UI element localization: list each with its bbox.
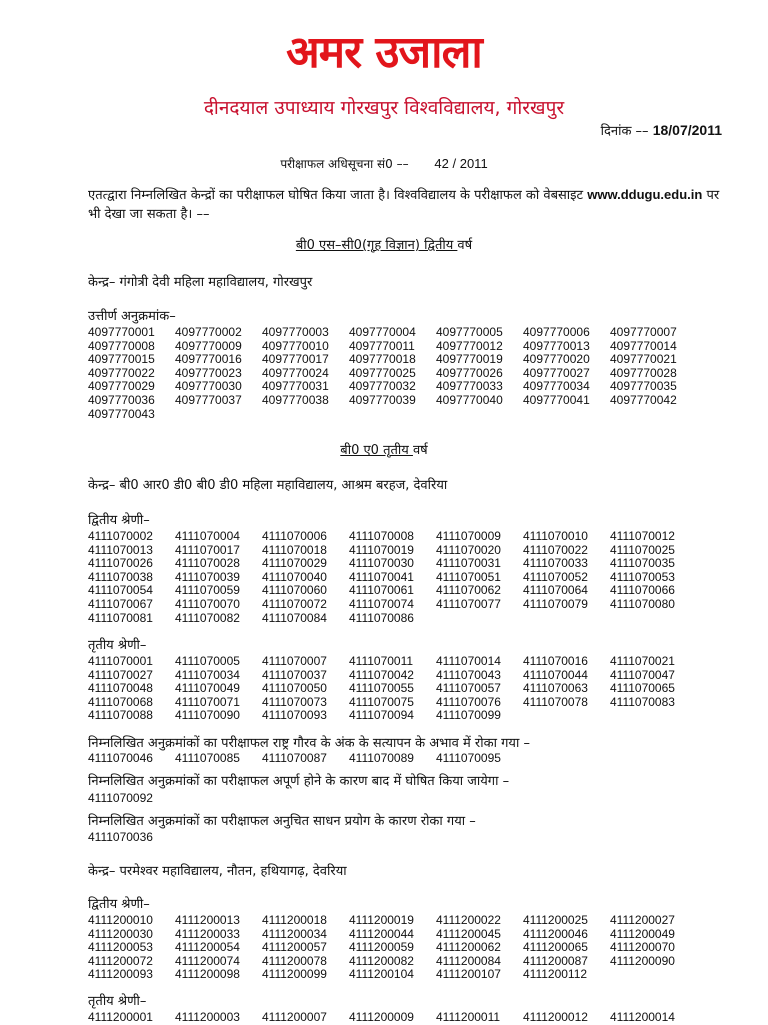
roll-number: 4111070074 <box>349 596 414 611</box>
roll-number: 4111200014 <box>610 1010 675 1024</box>
incomplete-note: निम्नलिखित अनुक्रमांकों का परीक्षाफल अपूर्ण होने के कारण बाद में घोषित किया जायेगा – <box>88 774 510 789</box>
roll-grid <box>88 326 728 421</box>
roll-number: 4111070094 <box>349 708 414 723</box>
roll-number: 4111200011 <box>436 1010 501 1024</box>
roll-number: 4111200062 <box>436 940 501 955</box>
roll-number: 4111070008 <box>349 529 414 543</box>
intro-paragraph <box>88 185 728 224</box>
roll-number: 4111200044 <box>349 926 414 941</box>
roll-number: 4111070021 <box>610 654 675 668</box>
roll-number: 4111070010 <box>523 529 588 543</box>
roll-number: 4097770026 <box>436 365 503 380</box>
roll-number: 4097770040 <box>436 392 503 407</box>
roll-number: 4111200057 <box>262 940 327 955</box>
course-year: वर्ष <box>457 238 473 253</box>
roll-number: 4097770041 <box>523 392 590 407</box>
roll-number: 4097770023 <box>175 365 242 380</box>
roll-number: 4097770009 <box>175 338 242 353</box>
roll-number: 4111070037 <box>262 667 327 682</box>
roll-number: 4111070022 <box>523 542 588 557</box>
website-link[interactable]: www.ddugu.edu.in <box>587 187 703 202</box>
roll-number: 4111200007 <box>262 1010 327 1024</box>
roll-number: 4111070083 <box>610 694 675 709</box>
date-value: 18/07/2011 <box>652 122 722 138</box>
roll-number: 4111070067 <box>88 596 153 611</box>
roll-number: 4111200104 <box>349 967 414 982</box>
roll-number: 4097770022 <box>88 365 155 380</box>
roll-number: 4111200045 <box>436 926 501 941</box>
roll-number: 4111070025 <box>610 542 675 557</box>
roll-number: 4111070019 <box>349 542 414 557</box>
roll-number: 4097770021 <box>610 352 677 367</box>
roll-number: 4111070059 <box>175 583 240 598</box>
roll-number: 4111200074 <box>175 953 240 968</box>
course-year: वर्ष <box>412 443 428 458</box>
roll-number: 4111070072 <box>262 596 327 611</box>
roll-number: 4111070038 <box>88 569 153 584</box>
roll-grid <box>88 655 728 723</box>
roll-number: 4111070047 <box>610 667 675 682</box>
course-heading <box>0 237 768 255</box>
roll-number: 4111070011 <box>349 654 414 668</box>
roll-number: 4097770003 <box>262 325 329 339</box>
withheld-note: निम्नलिखित अनुक्रमांकों का परीक्षाफल राष्ट्र गौरव के अंक के सत्यापन के अभाव में रोका गया – <box>88 736 530 751</box>
roll-number: 4111070066 <box>610 583 675 598</box>
roll-number: 4111070017 <box>175 542 240 557</box>
roll-number: 4097770012 <box>436 338 503 353</box>
course-heading <box>0 442 768 460</box>
roll-number: 4111200053 <box>88 940 153 955</box>
roll-number: 4097770039 <box>349 392 416 407</box>
roll-number: 4111200034 <box>262 926 327 941</box>
third-division-label: तृतीय श्रेणी– <box>88 994 147 1009</box>
roll-number: 4111200013 <box>175 913 240 927</box>
roll-number: 4111070027 <box>88 667 153 682</box>
roll-number: 4097770030 <box>175 379 242 394</box>
intro-text: एतत्द्वारा निम्नलिखित केन्द्रों का परीक्षाफल घोषित किया जाता है। विश्वविद्यालय के परीक्षाफल को वेबसाइट <box>88 188 588 203</box>
roll-number: 4111070077 <box>436 596 501 611</box>
roll-number: 4097770036 <box>88 392 155 407</box>
roll-number: 4111070012 <box>610 529 675 543</box>
roll-number: 4111070009 <box>436 529 501 543</box>
roll-number: 4111070026 <box>88 556 153 571</box>
roll-number: 4111070033 <box>523 556 588 571</box>
roll-number: 4111070080 <box>610 596 675 611</box>
roll-number: 4111070089 <box>349 751 414 765</box>
roll-number: 4097770042 <box>610 392 677 407</box>
roll-number: 4097770011 <box>349 338 415 353</box>
roll-number: 4111200001 <box>88 1010 153 1024</box>
roll-number: 4111200049 <box>610 926 675 941</box>
roll-number: 4111200072 <box>88 953 153 968</box>
newspaper-logo: अमर उजाला <box>286 27 482 78</box>
roll-number: 4097770008 <box>88 338 155 353</box>
date-label: दिनांक –– <box>600 124 649 139</box>
roll-number: 4111070061 <box>349 583 414 598</box>
roll-number: 4111070093 <box>262 708 327 723</box>
roll-number: 4111070088 <box>88 708 153 723</box>
roll-number: 4097770005 <box>436 325 503 339</box>
roll-number: 4111200098 <box>175 967 240 982</box>
roll-number: 4111070020 <box>436 542 501 557</box>
roll-number: 4111200082 <box>349 953 414 968</box>
roll-number: 4097770027 <box>523 365 590 380</box>
roll-number: 4111070052 <box>523 569 588 584</box>
roll-number: 4111070090 <box>175 708 240 723</box>
roll-number: 4111070044 <box>523 667 588 682</box>
roll-number: 4097770034 <box>523 379 590 394</box>
roll-number: 4111070007 <box>262 654 327 668</box>
roll-number: 4111070071 <box>175 694 240 709</box>
roll-number: 4097770014 <box>610 338 677 353</box>
roll-number: 4097770019 <box>436 352 503 367</box>
roll-grid <box>88 530 728 625</box>
roll-number: 4097770043 <box>88 406 155 421</box>
second-division-label: द्वितीय श्रेणी– <box>88 897 150 912</box>
roll-number: 4111200033 <box>175 926 240 941</box>
roll-number: 4097770001 <box>88 325 155 339</box>
roll-number: 4111070013 <box>88 542 153 557</box>
roll-number: 4111070084 <box>262 610 327 625</box>
roll-grid <box>88 1011 728 1025</box>
roll-number: 4111070082 <box>175 610 240 625</box>
roll-number: 4097770024 <box>262 365 329 380</box>
roll-number: 4111070064 <box>523 583 588 598</box>
roll-number: 4097770029 <box>88 379 155 394</box>
roll-number: 4111070042 <box>349 667 414 682</box>
roll-number: 4097770032 <box>349 379 416 394</box>
exam-center: केन्द्र– बी0 आर0 डी0 बी0 डी0 महिला महाविद्यालय, आश्रम बरहज, देवरिया <box>88 478 448 493</box>
roll-number: 4111070062 <box>436 583 501 598</box>
notification-number <box>0 155 768 173</box>
roll-number: 4111200112 <box>523 967 588 982</box>
roll-number: 4111200003 <box>175 1010 240 1024</box>
roll-number: 4111070054 <box>88 583 153 598</box>
passed-label: उत्तीर्ण अनुक्रमांक– <box>88 309 176 324</box>
roll-number: 4111070018 <box>262 542 327 557</box>
roll-number: 4111070029 <box>262 556 327 571</box>
roll-number: 4111070016 <box>523 654 588 668</box>
roll-number: 4111070087 <box>262 751 327 765</box>
roll-number: 4097770038 <box>262 392 329 407</box>
roll-number: 4111200107 <box>436 967 501 982</box>
roll-number: 4111070060 <box>262 583 327 598</box>
exam-center: केन्द्र– परमेश्वर महाविद्यालय, नौतन, हथियागढ़, देवरिया <box>88 864 347 879</box>
roll-number: 4111070049 <box>175 681 240 696</box>
roll-number: 4097770006 <box>523 325 590 339</box>
roll-number: 4111200009 <box>349 1010 414 1024</box>
roll-grid <box>88 831 728 845</box>
roll-number: 4111070076 <box>436 694 501 709</box>
roll-number: 4111070070 <box>175 596 240 611</box>
roll-number: 4111070068 <box>88 694 153 709</box>
roll-number: 4111070035 <box>610 556 675 571</box>
roll-number: 4111200018 <box>262 913 327 927</box>
roll-number: 4097770028 <box>610 365 677 380</box>
roll-number: 4111200090 <box>610 953 675 968</box>
notification-label: परीक्षाफल अधिसूचना सं0 –– <box>280 157 409 171</box>
roll-number: 4111200054 <box>175 940 240 955</box>
roll-number: 4111200046 <box>523 926 588 941</box>
roll-number: 4097770002 <box>175 325 242 339</box>
roll-number: 4111070081 <box>88 610 153 625</box>
roll-number: 4111070014 <box>436 654 501 668</box>
roll-number: 4111070073 <box>262 694 327 709</box>
roll-number: 4111070002 <box>88 529 153 543</box>
roll-number: 4111200065 <box>523 940 588 955</box>
roll-number: 4097770007 <box>610 325 677 339</box>
university-title: दीनदयाल उपाध्याय गोरखपुर विश्वविद्यालय, गोरखपुर <box>203 97 565 119</box>
roll-number: 4111200059 <box>349 940 414 955</box>
roll-number: 4111070046 <box>88 751 153 765</box>
roll-number: 4097770031 <box>262 379 329 394</box>
roll-number: 4111070039 <box>175 569 240 584</box>
roll-number: 4111070065 <box>610 681 675 696</box>
unfair-means-note: निम्नलिखित अनुक्रमांकों का परीक्षाफल अनुचित साधन प्रयोग के कारण रोका गया – <box>88 814 476 829</box>
roll-number: 4111200093 <box>88 967 153 982</box>
roll-number: 4111070028 <box>175 556 240 571</box>
roll-number: 4097770033 <box>436 379 503 394</box>
roll-number: 4111070036 <box>88 830 153 844</box>
intro-text-end: पर भी देखा जा सकता है। –– <box>88 188 720 222</box>
roll-number: 4111070053 <box>610 569 675 584</box>
roll-number: 4111200022 <box>436 913 501 927</box>
exam-center: केन्द्र– गंगोत्री देवी महिला महाविद्यालय, गोरखपुर <box>88 275 313 290</box>
roll-number: 4097770004 <box>349 325 416 339</box>
roll-number: 4097770015 <box>88 352 155 367</box>
roll-number: 4111070006 <box>262 529 327 543</box>
course-title: बी0 एस–सी0(गृह विज्ञान) द्वितीय <box>295 238 458 253</box>
roll-number: 4111070099 <box>436 708 501 723</box>
roll-number: 4111070043 <box>436 667 501 682</box>
roll-number: 4111070079 <box>523 596 588 611</box>
roll-number: 4111070001 <box>88 654 153 668</box>
roll-number: 4111070004 <box>175 529 240 543</box>
roll-number: 4111200012 <box>523 1010 588 1024</box>
roll-number: 4111070030 <box>349 556 414 571</box>
roll-number: 4111200087 <box>523 953 588 968</box>
roll-number: 4111070075 <box>349 694 414 709</box>
roll-number: 4111200027 <box>610 913 675 927</box>
roll-number: 4111070095 <box>436 751 501 765</box>
roll-grid <box>88 752 728 766</box>
roll-number: 4111070005 <box>175 654 240 668</box>
roll-number: 4111200099 <box>262 967 327 982</box>
roll-number: 4111070051 <box>436 569 501 584</box>
roll-number: 4111070057 <box>436 681 501 696</box>
roll-number: 4111070034 <box>175 667 240 682</box>
roll-number: 4111070031 <box>436 556 501 571</box>
roll-number: 4111070086 <box>349 610 414 625</box>
roll-number: 4097770016 <box>175 352 242 367</box>
notification-value: 42 / 2011 <box>434 156 488 171</box>
roll-number: 4111070050 <box>262 681 327 696</box>
roll-grid <box>88 914 728 982</box>
notice-date <box>601 121 722 141</box>
roll-number: 4097770025 <box>349 365 416 380</box>
roll-number: 4111200010 <box>88 913 153 927</box>
roll-number: 4111070078 <box>523 694 588 709</box>
roll-number: 4097770020 <box>523 352 590 367</box>
roll-grid <box>88 792 728 806</box>
roll-number: 4111070048 <box>88 681 153 696</box>
roll-number: 4097770018 <box>349 352 416 367</box>
roll-number: 4097770010 <box>262 338 329 353</box>
second-division-label: द्वितीय श्रेणी– <box>88 513 150 528</box>
roll-number: 4111200030 <box>88 926 153 941</box>
roll-number: 4111200078 <box>262 953 327 968</box>
roll-number: 4111070041 <box>349 569 414 584</box>
roll-number: 4111070040 <box>262 569 327 584</box>
roll-number: 4111200019 <box>349 913 414 927</box>
roll-number: 4097770035 <box>610 379 677 394</box>
roll-number: 4111070055 <box>349 681 414 696</box>
roll-number: 4111200070 <box>610 940 675 955</box>
roll-number: 4111070063 <box>523 681 588 696</box>
third-division-label: तृतीय श्रेणी– <box>88 638 147 653</box>
roll-number: 4097770017 <box>262 352 329 367</box>
roll-number: 4111070092 <box>88 791 153 805</box>
course-title: बी0 ए0 तृतीय <box>340 443 413 458</box>
roll-number: 4111200025 <box>523 913 588 927</box>
roll-number: 4097770037 <box>175 392 242 407</box>
roll-number: 4097770013 <box>523 338 590 353</box>
roll-number: 4111070085 <box>175 751 240 765</box>
roll-number: 4111200084 <box>436 953 501 968</box>
